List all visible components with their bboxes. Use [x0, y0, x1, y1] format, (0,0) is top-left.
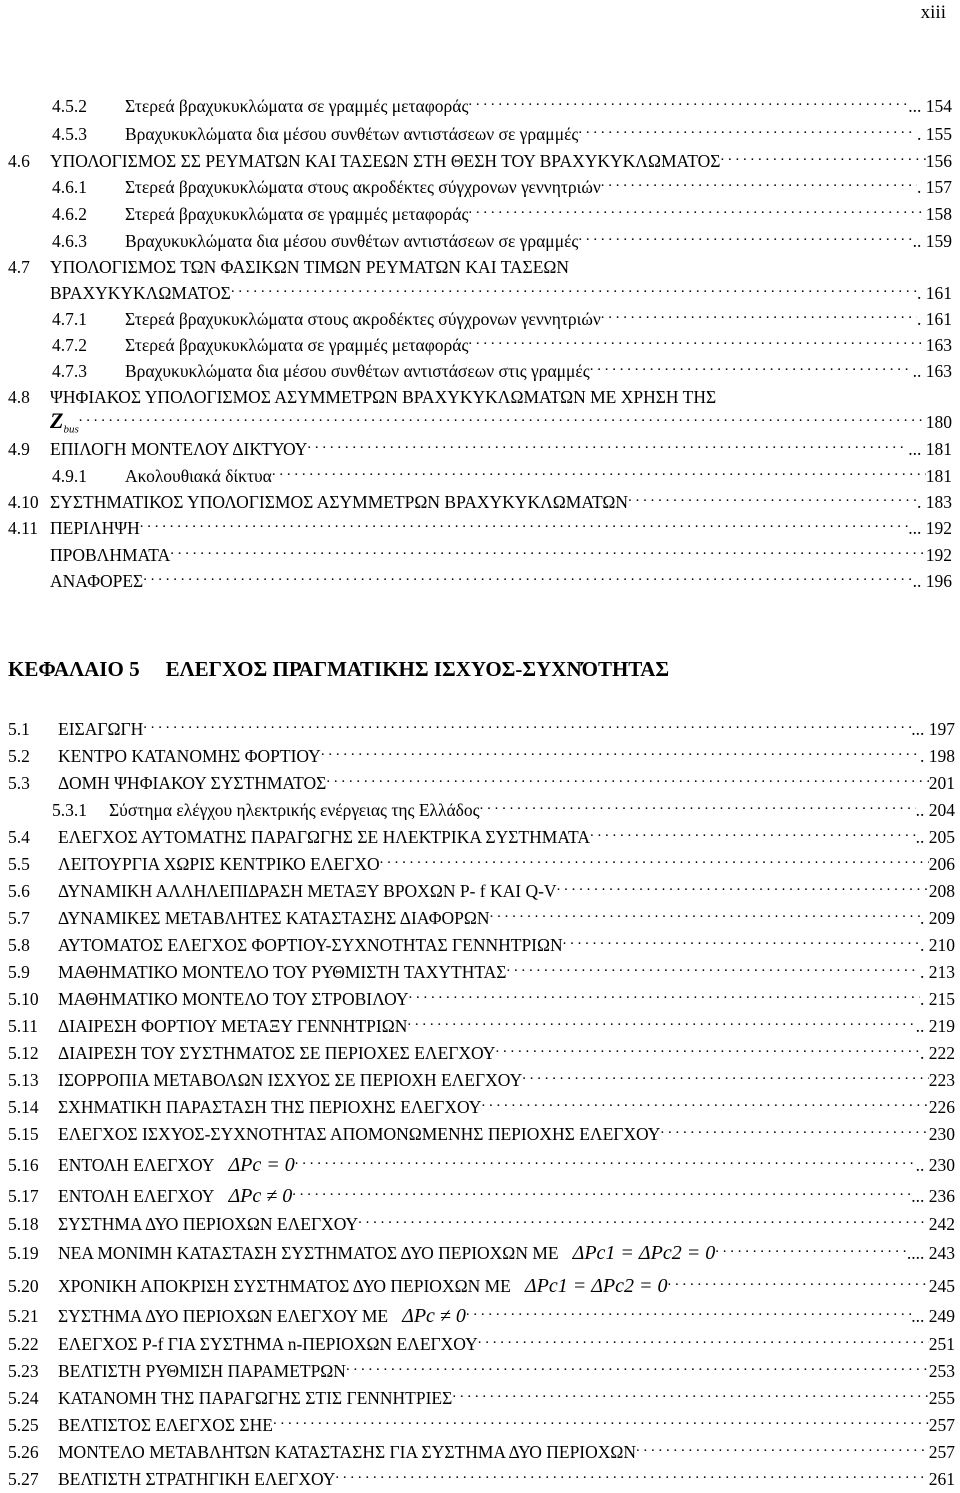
section-title: Στερεά βραχυκυκλώματα σε γραμμές μεταφοράς — [125, 335, 469, 355]
page-ref: 245 — [928, 1276, 955, 1296]
leader-dots — [407, 1018, 915, 1032]
ch4-entry[interactable] — [52, 465, 952, 487]
page-ref: 226 — [928, 1097, 955, 1117]
page-ref: . 215 — [920, 989, 955, 1009]
page-ref: . 161 — [917, 309, 952, 329]
leader-dots — [557, 883, 929, 897]
leader-dots — [668, 1278, 929, 1292]
ch4-entry[interactable] — [8, 150, 952, 172]
section-number: 5.16 — [8, 1155, 39, 1175]
leader-dots — [143, 573, 912, 587]
leader-dots — [468, 98, 908, 112]
ch5-entry[interactable] — [8, 1242, 955, 1264]
section-number: 4.6.1 — [52, 177, 87, 197]
section-title: ΨΗΦΙΑΚΟΣ ΥΠΟΛΟΓΙΣΜΟΣ ΑΣΥΜΜΕΤΡΩΝ ΒΡΑΧΥΚΥΚΛΩΜΑΤΩΝ ΜΕ ΧΡΗΣΗ ΤΗΣ — [50, 387, 717, 407]
leader-dots — [578, 233, 912, 247]
ch4-entry[interactable] — [8, 386, 952, 408]
leader-dots — [601, 311, 917, 325]
ch4-entry[interactable] — [52, 230, 952, 252]
section-title: ΒΕΛΤΙΣΤΗ ΡΥΘΜΙΣΗ ΠΑΡΑΜΕΤΡΩΝ — [58, 1361, 346, 1381]
section-number: 5.15 — [8, 1124, 39, 1144]
section-title: ΔΥΝΑΜΙΚΕΣ ΜΕΤΑΒΛΗΤΕΣ ΚΑΤΑΣΤΑΣΗΣ ΔΙΑΦΟΡΩΝ — [58, 908, 490, 928]
ch5-entry[interactable] — [8, 1069, 955, 1091]
section-number: 4.9 — [8, 439, 30, 459]
ch4-entry[interactable] — [50, 282, 952, 304]
section-title: Στερεά βραχυκυκλώματα σε γραμμές μεταφοράς — [125, 204, 469, 224]
page-ref: 163 — [925, 335, 952, 355]
page-ref: . 222 — [920, 1043, 955, 1063]
ch5-entry[interactable] — [8, 1414, 955, 1436]
section-title: Βραχυκυκλώματα δια μέσου συνθέτων αντιστάσεων σε γραμμές — [125, 124, 579, 144]
page-ref: 261 — [928, 1469, 955, 1489]
ch5-entry[interactable] — [8, 934, 955, 956]
section-number: 5.26 — [8, 1442, 39, 1462]
page-ref: . 183 — [917, 492, 952, 512]
section-number: 5.4 — [8, 827, 30, 847]
section-number: 4.5.2 — [52, 96, 87, 116]
section-title: ΜΟΝΤΕΛΟ ΜΕΤΑΒΛΗΤΩΝ ΚΑΤΑΣΤΑΣΗΣ ΓΙΑ ΣΥΣΤΗΜΑ ΔΥΟ ΠΕΡΙΟΧΩΝ — [58, 1442, 637, 1462]
section-number: 5.22 — [8, 1334, 39, 1354]
ch5-entry[interactable] — [52, 799, 955, 821]
section-title: ΠΡΟΒΛΗΜΑΤΑ — [50, 545, 171, 565]
page-ref: ... 192 — [908, 518, 952, 538]
leader-dots — [231, 285, 917, 299]
page-ref: ... 181 — [908, 439, 952, 459]
section-title: ΕΛΕΓΧΟΣ P-f ΓΙΑ ΣΥΣΤΗΜΑ n-ΠΕΡΙΟΧΩΝ ΕΛΕΓΧΟΥ — [58, 1334, 478, 1354]
section-number: 4.6.3 — [52, 231, 87, 251]
leader-dots — [636, 1444, 929, 1458]
page-ref: 201 — [928, 773, 955, 793]
leader-dots — [660, 1126, 928, 1140]
ch4-entry[interactable] — [8, 517, 952, 539]
page-ref: 251 — [928, 1334, 955, 1354]
section-title: ΒΡΑΧΥΚΥΚΛΩΜΑΤΟΣ — [50, 283, 231, 303]
ch4-entry[interactable] — [50, 410, 952, 441]
page-ref: 257 — [928, 1415, 955, 1435]
page-ref: . 155 — [917, 124, 952, 144]
page-ref: ... 197 — [911, 719, 955, 739]
section-title: ΣΥΣΤΗΜΑ ΔΥΟ ΠΕΡΙΟΧΩΝ ΕΛΕΓΧΟΥ — [58, 1214, 359, 1234]
zbus-symbol: Z — [50, 408, 64, 433]
leader-dots — [79, 414, 926, 428]
ch5-entry[interactable] — [8, 772, 955, 794]
section-title: ΣΥΣΤΗΜΑ ΔΥΟ ΠΕΡΙΟΧΩΝ ΕΛΕΓΧΟΥ ΜΕ — [58, 1306, 389, 1326]
section-number: 4.6.2 — [52, 204, 87, 224]
ch5-entry[interactable] — [8, 1360, 955, 1382]
leader-dots — [307, 441, 908, 455]
ch5-entry[interactable] — [8, 1387, 955, 1409]
ch5-entry[interactable] — [8, 718, 955, 740]
section-title: ΑΥΤΟΜΑΤΟΣ ΕΛΕΓΧΟΣ ΦΟΡΤΙΟΥ-ΣΥΧΝΟΤΗΤΑΣ ΓΕΝΝΗΤΡΙΩΝ — [58, 935, 563, 955]
page-ref: 230 — [928, 1124, 955, 1144]
leader-dots — [321, 748, 920, 762]
leader-dots — [495, 1045, 920, 1059]
section-number: 5.1 — [8, 719, 30, 739]
ch4-entry[interactable] — [52, 176, 952, 198]
leader-dots — [480, 802, 916, 816]
ch5-entry[interactable] — [8, 1096, 955, 1118]
leader-dots — [380, 856, 929, 870]
ch4-entry[interactable] — [52, 308, 952, 330]
section-number: 4.5.3 — [52, 124, 87, 144]
section-title: ΔΥΝΑΜΙΚΗ ΑΛΛΗΛΕΠΙΔΡΑΣΗ ΜΕΤΑΞΥ ΒΡΟΧΩΝ P- f ΚΑΙ Q-V — [58, 881, 557, 901]
leader-dots — [563, 937, 920, 951]
section-title: ΣΥΣΤΗΜΑΤΙΚΟΣ ΥΠΟΛΟΓΙΣΜΟΣ ΑΣΥΜΜΕΤΡΩΝ ΒΡΑΧΥΚΥΚΛΩΜΑΤΩΝ — [50, 492, 629, 512]
page-ref: .. 163 — [912, 361, 952, 381]
section-number: 5.12 — [8, 1043, 39, 1063]
ch5-entry[interactable] — [8, 745, 955, 767]
section-title: ΣΧΗΜΑΤΙΚΗ ΠΑΡΑΣΤΑΣΗ ΤΗΣ ΠΕΡΙΟΧΗΣ ΕΛΕΓΧΟΥ — [58, 1097, 482, 1117]
ch5-entry[interactable] — [8, 1213, 955, 1235]
ch5-entry[interactable] — [8, 1275, 955, 1297]
section-title: ΙΣΟΡΡΟΠΙΑ ΜΕΤΑΒΟΛΩΝ ΙΣΧΥΟΣ ΣΕ ΠΕΡΙΟΧΗ ΕΛΕΓΧΟΥ — [58, 1070, 523, 1090]
ch5-entry[interactable] — [8, 1333, 955, 1355]
section-title: ΔΙΑΙΡΕΣΗ ΦΟΡΤΙΟΥ ΜΕΤΑΞΥ ΓΕΝΝΗΤΡΙΩΝ — [58, 1016, 408, 1036]
zbus-subscript: bus — [63, 423, 79, 436]
leader-dots — [468, 337, 925, 351]
leader-dots — [295, 1157, 916, 1171]
leader-dots — [346, 1363, 929, 1377]
formula: ΔPc = 0 — [228, 1154, 295, 1176]
page-ref: 192 — [925, 545, 952, 565]
section-number: 5.23 — [8, 1361, 39, 1381]
section-title: Ακολουθιακά δίκτυα — [125, 466, 272, 486]
leader-dots — [358, 1216, 929, 1230]
page-ref: 242 — [928, 1214, 955, 1234]
page-ref: . 161 — [917, 283, 952, 303]
leader-dots — [506, 964, 920, 978]
section-title: ΝΕΑ ΜΟΝΙΜΗ ΚΑΤΑΣΤΑΣΗ ΣΥΣΤΗΜΑΤΟΣ ΔΥΟ ΠΕΡΙΟΧΩΝ ΜΕ — [58, 1243, 559, 1263]
page-ref: 181 — [925, 466, 952, 486]
page-ref: ... 249 — [911, 1306, 955, 1326]
section-title: ΛΕΙΤΟΥΡΓΙΑ ΧΩΡΙΣ ΚΕΝΤΡΙΚΟ ΕΛΕΓΧΟ — [58, 854, 380, 874]
ch4-entry[interactable] — [50, 544, 952, 566]
page-ref: 253 — [928, 1361, 955, 1381]
ch4-entry[interactable] — [52, 95, 952, 117]
page-ref: . 210 — [920, 935, 955, 955]
ch4-entry[interactable] — [52, 203, 952, 225]
leader-dots — [628, 494, 917, 508]
chapter-heading — [8, 657, 669, 682]
leader-dots — [590, 363, 913, 377]
leader-dots — [326, 775, 928, 789]
ch4-entry[interactable] — [8, 256, 952, 278]
section-number: 5.20 — [8, 1276, 39, 1296]
formula: ΔPc1 = ΔPc2 = 0 — [572, 1242, 716, 1264]
ch5-entry[interactable] — [8, 853, 955, 875]
page-ref: 180 — [925, 412, 952, 432]
section-title: ΕΝΤΟΛΗ ΕΛΕΓΧΟΥ — [58, 1186, 215, 1206]
section-number: 4.9.1 — [52, 466, 87, 486]
ch5-entry[interactable] — [8, 1154, 955, 1176]
ch4-entry[interactable] — [50, 570, 952, 592]
page-ref: ... 154 — [908, 96, 952, 116]
section-title: ΠΕΡΙΛΗΨΗ — [50, 518, 140, 538]
section-number: 5.25 — [8, 1415, 39, 1435]
page-ref: .. 219 — [915, 1016, 955, 1036]
section-title: Στερεά βραχυκυκλώματα στους ακροδέκτες σύγχρονων γεννητριών — [125, 309, 601, 329]
section-number: 4.6 — [8, 151, 30, 171]
leader-dots — [481, 1099, 928, 1113]
section-title: ΚΑΤΑΝΟΜΗ ΤΗΣ ΠΑΡΑΓΩΓΗΣ ΣΤΙΣ ΓΕΝΝΗΤΡΙΕΣ — [58, 1388, 453, 1408]
section-number: 5.11 — [8, 1016, 38, 1036]
page-ref: .. 230 — [915, 1155, 955, 1175]
section-title: ΜΑΘΗΜΑΤΙΚΟ ΜΟΝΤΕΛΟ ΤΟΥ ΡΥΘΜΙΣΤΗ ΤΑΧΥΤΗΤΑΣ — [58, 962, 507, 982]
leader-dots — [715, 1245, 907, 1259]
section-number: 5.24 — [8, 1388, 39, 1408]
leader-dots — [292, 1188, 911, 1202]
leader-dots — [601, 179, 917, 193]
section-title: ΑΝΑΦΟΡΕΣ — [50, 571, 144, 591]
page-ref: .. 159 — [912, 231, 952, 251]
section-number: 5.3 — [8, 773, 30, 793]
ch5-entry[interactable] — [8, 1123, 955, 1145]
page-ref: 223 — [928, 1070, 955, 1090]
leader-dots — [522, 1072, 929, 1086]
section-number: 5.6 — [8, 881, 30, 901]
leader-dots — [490, 910, 920, 924]
leader-dots — [272, 468, 926, 482]
ch4-entry[interactable] — [52, 123, 952, 145]
section-title: ΧΡΟΝΙΚΗ ΑΠΟΚΡΙΣΗ ΣΥΣΤΗΜΑΤΟΣ ΔΥΟ ΠΕΡΙΟΧΩΝ ΜΕ — [58, 1276, 511, 1296]
section-number: 5.27 — [8, 1469, 39, 1489]
ch5-entry[interactable] — [8, 1185, 955, 1207]
ch4-entry[interactable] — [52, 360, 952, 382]
page-ref: .. 204 — [915, 800, 955, 820]
section-title: Στερεά βραχυκυκλώματα στους ακροδέκτες σύγχρονων γεννητριών — [125, 177, 601, 197]
page-ref: 158 — [925, 204, 952, 224]
ch5-entry[interactable] — [8, 907, 955, 929]
leader-dots — [466, 1308, 911, 1322]
leader-dots — [478, 1336, 929, 1350]
page-ref: 156 — [925, 151, 952, 171]
section-number: 5.13 — [8, 1070, 39, 1090]
page-ref: ... 236 — [911, 1186, 955, 1206]
section-title: ΕΛΕΓΧΟΣ ΑΥΤΟΜΑΤΗΣ ΠΑΡΑΓΩΓΗΣ ΣΕ ΗΛΕΚΤΡΙΚΑ ΣΥΣΤΗΜΑΤΑ — [58, 827, 590, 847]
section-title: ΜΑΘΗΜΑΤΙΚΟ ΜΟΝΤΕΛΟ ΤΟΥ ΣΤΡΟΒΙΛΟΥ — [58, 989, 409, 1009]
section-title: ΔΙΑΙΡΕΣΗ ΤΟΥ ΣΥΣΤΗΜΑΤΟΣ ΣΕ ΠΕΡΙΟΧΕΣ ΕΛΕΓΧΟΥ — [58, 1043, 496, 1063]
formula: ΔPc ≠ 0 — [402, 1305, 466, 1327]
section-title: ΒΕΛΤΙΣΤΟΣ ΕΛΕΓΧΟΣ ΣΗΕ — [58, 1415, 273, 1435]
section-title: ΔΟΜΗ ΨΗΦΙΑΚΟΥ ΣΥΣΤΗΜΑΤΟΣ — [58, 773, 327, 793]
leader-dots — [590, 829, 916, 843]
page-ref: .. 205 — [915, 827, 955, 847]
section-number: 5.9 — [8, 962, 30, 982]
section-title: ΕΠΙΛΟΓΗ ΜΟΝΤΕΛΟΥ ΔΙΚΤΥΟΥ — [50, 439, 308, 459]
section-number: 5.3.1 — [52, 800, 87, 820]
ch5-entry[interactable] — [8, 826, 955, 848]
section-number: 5.21 — [8, 1306, 39, 1326]
section-number: 5.5 — [8, 854, 30, 874]
ch5-entry[interactable] — [8, 1042, 955, 1064]
section-number: 5.17 — [8, 1186, 39, 1206]
section-number: 4.8 — [8, 387, 30, 407]
ch5-entry[interactable] — [8, 1305, 955, 1327]
leader-dots — [409, 991, 920, 1005]
leader-dots — [578, 126, 917, 140]
section-title: ΕΝΤΟΛΗ ΕΛΕΓΧΟΥ — [58, 1155, 215, 1175]
page-ref: 206 — [928, 854, 955, 874]
ch5-entry[interactable] — [8, 988, 955, 1010]
ch5-entry[interactable] — [8, 961, 955, 983]
section-title: Βραχυκυκλώματα δια μέσου συνθέτων αντιστάσεων σε γραμμές — [125, 231, 579, 251]
chapter-label: ΚΕΦΑΛΑΙΟ 5 — [8, 657, 140, 681]
section-title — [50, 410, 79, 441]
section-number: 4.7.3 — [52, 361, 87, 381]
leader-dots — [335, 1471, 928, 1485]
section-number: 5.14 — [8, 1097, 39, 1117]
page-number: xiii — [920, 2, 946, 23]
section-title: Σύστημα ελέγχου ηλεκτρικής ενέργειας της Ελλάδος — [109, 800, 480, 820]
page-ref: . 198 — [920, 746, 955, 766]
section-number: 5.2 — [8, 746, 30, 766]
page-ref: 257 — [928, 1442, 955, 1462]
chapter-title: ΕΛΕΓΧΟΣ ΠΡΑΓΜΑΤΙΚΗΣ ΙΣΧΥΟΣ-ΣΥΧΝΌΤΗΤΑΣ — [165, 657, 670, 681]
ch5-entry[interactable] — [8, 1441, 955, 1463]
leader-dots — [140, 520, 908, 534]
page-ref: . 209 — [920, 908, 955, 928]
ch4-entry[interactable] — [8, 438, 952, 460]
leader-dots — [170, 547, 926, 561]
section-title: ΒΕΛΤΙΣΤΗ ΣΤΡΑΤΗΓΙΚΗ ΕΛΕΓΧΟΥ — [58, 1469, 336, 1489]
leader-dots — [720, 153, 925, 167]
page-ref: .... 243 — [906, 1243, 955, 1263]
page-ref: . 157 — [917, 177, 952, 197]
page-ref: .. 196 — [912, 571, 952, 591]
section-title: ΕΙΣΑΓΩΓΗ — [58, 719, 144, 739]
section-number: 5.19 — [8, 1243, 39, 1263]
section-title: Βραχυκυκλώματα δια μέσου συνθέτων αντιστάσεων στις γραμμές — [125, 361, 590, 381]
section-number: 5.10 — [8, 989, 39, 1009]
ch4-entry[interactable] — [52, 334, 952, 356]
formula: ΔPc ≠ 0 — [228, 1185, 293, 1207]
section-title: ΚΕΝΤΡΟ ΚΑΤΑΝΟΜΗΣ ΦΟΡΤΙΟΥ — [58, 746, 321, 766]
section-number: 5.7 — [8, 908, 30, 928]
section-number: 5.18 — [8, 1214, 39, 1234]
section-number: 4.7.2 — [52, 335, 87, 355]
ch5-entry[interactable] — [8, 1468, 955, 1490]
section-number: 4.7 — [8, 257, 30, 277]
leader-dots — [143, 721, 911, 735]
leader-dots — [468, 206, 925, 220]
leader-dots — [273, 1417, 929, 1431]
section-number: 4.7.1 — [52, 309, 87, 329]
section-title: Στερεά βραχυκυκλώματα σε γραμμές μεταφοράς — [125, 96, 469, 116]
section-title: ΕΛΕΓΧΟΣ ΙΣΧΥΟΣ-ΣΥΧΝΟΤΗΤΑΣ ΑΠΟΜΟΝΩΜΕΝΗΣ ΠΕΡΙΟΧΗΣ ΕΛΕΓΧΟΥ — [58, 1124, 661, 1144]
ch4-entry[interactable] — [8, 491, 952, 513]
section-number: 5.8 — [8, 935, 30, 955]
section-title: ΥΠΟΛΟΓΙΣΜΟΣ ΤΩΝ ΦΑΣΙΚΩΝ ΤΙΜΩΝ ΡΕΥΜΑΤΩΝ ΚΑΙ ΤΑΣΕΩΝ — [50, 257, 570, 277]
page-ref: 255 — [928, 1388, 955, 1408]
leader-dots — [452, 1390, 928, 1404]
ch5-entry[interactable] — [8, 1015, 955, 1037]
ch5-entry[interactable] — [8, 880, 955, 902]
formula: ΔPc1 = ΔPc2 = 0 — [524, 1275, 668, 1297]
section-number: 4.11 — [8, 518, 38, 538]
page-ref: . 213 — [920, 962, 955, 982]
page-ref: 208 — [928, 881, 955, 901]
section-title: ΥΠΟΛΟΓΙΣΜΟΣ ΣΣ ΡΕΥΜΑΤΩΝ ΚΑΙ ΤΑΣΕΩΝ ΣΤΗ ΘΕΣΗ ΤΟΥ ΒΡΑΧΥΚΥΚΛΩΜΑΤΟΣ — [50, 151, 721, 171]
section-number: 4.10 — [8, 492, 39, 512]
